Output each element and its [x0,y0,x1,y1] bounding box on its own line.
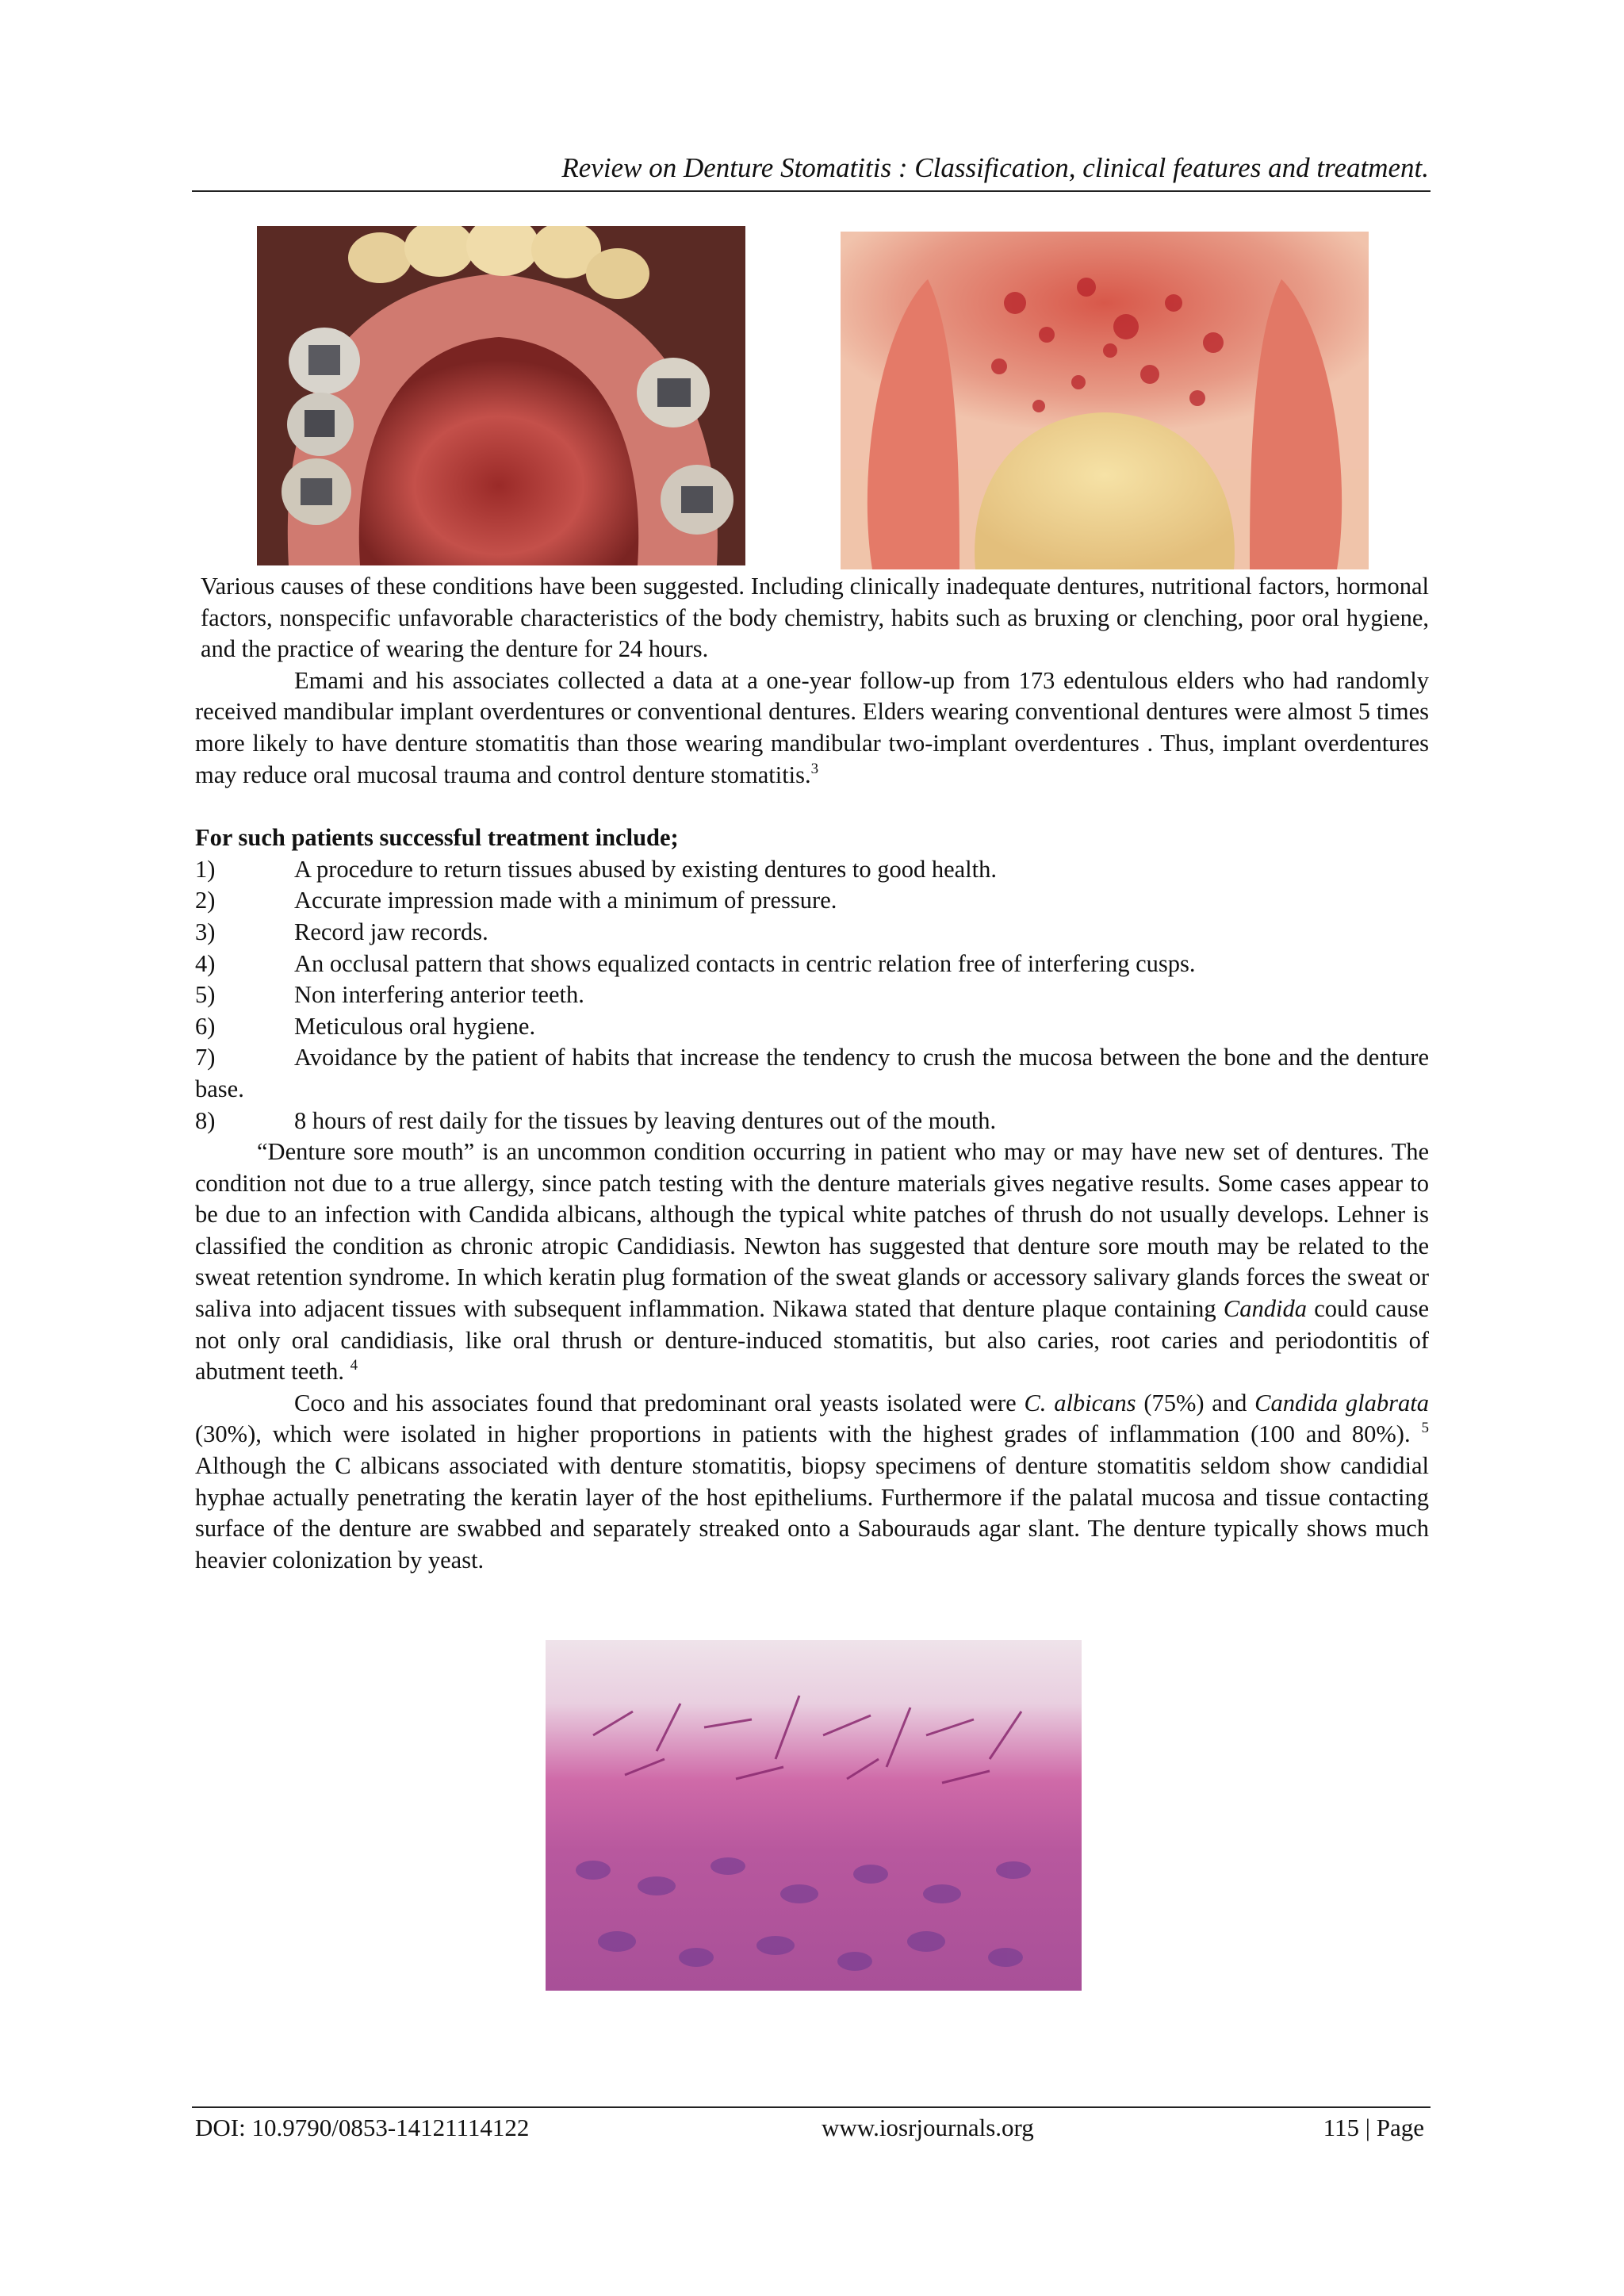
paragraph-coco [195,1388,1429,1577]
list-item [195,885,1429,917]
coco-text-a: Coco and his associates found that predominant oral yeasts isolated were [294,1389,1025,1416]
sore-mouth-text-b: could cause not only oral candidiasis, like oral thrush or denture-induced stomatitis, but also caries, root caries and periodontitis of abutment teeth. [195,1295,1429,1386]
palate-photo-2 [841,232,1369,569]
list-item [195,949,1429,980]
footer-rule [192,2106,1431,2108]
article-body [195,571,1429,1576]
footer-doi: DOI: 10.9790/0853-14121114122 [195,2114,530,2141]
list-item [195,917,1429,949]
paragraph-emami-text: Emami and his associates collected a data at a one-year follow-up from 173 edentulous elders who had randomly received mandibular implant overdentures or conventional dentures. Elders wearing conventional dentures were almost 5 times more likely to have denture stomatitis than those wearing mandibular two-implant overdentures . Thus, implant overdentures may reduce oral mucosal trauma and control denture stomatitis. [195,666,1429,788]
histology-photo [546,1640,1082,1991]
list-item-number: 6) [195,1012,216,1040]
running-header: Review on Denture Stomatitis : Classification, clinical features and treatment. [561,152,1429,183]
list-item-number: 1) [195,855,216,883]
list-item-text: Accurate impression made with a minimum of pressure. [294,887,837,914]
list-item [195,979,1429,1011]
list-item-text: An occlusal pattern that shows equalized contacts in centric relation free of interfering cusps. [294,949,1196,977]
paragraph-sore-mouth [195,1137,1429,1388]
coco-text-d: Although the C albicans associated with denture stomatitis, biopsy specimens of denture stomatitis seldom show candidial hyphae actually penetrating the keratin layer of the host epitheliums. Furthermore if the palatal mucosa and tissue contacting surface of the denture are swabbed and separately streaked onto a Sabourauds agar slant. The denture typically shows much heavier colonization by yeast. [195,1452,1429,1573]
treatment-heading: For such patients successful treatment include; [195,824,679,852]
treatment-list [195,854,1429,1137]
list-item-number: 2) [195,887,216,914]
list-item [195,1011,1429,1043]
list-item [195,1106,1429,1137]
citation-ref: 5 [1421,1420,1429,1437]
paragraph-emami [195,665,1429,791]
paragraph-causes: Various causes of these conditions have been suggested. Including clinically inadequate dentures, nutritional factors, hormonal factors, nonspecific unfavorable characteristics of the body chemistry, habits such as bruxing or clenching, poor oral hygiene, and the practice of wearing the denture for 24 hours. [201,573,1429,663]
list-item-text: A procedure to return tissues abused by existing dentures to good health. [294,855,998,883]
list-item-number: 8) [195,1106,216,1134]
palate-photo-1 [257,226,745,565]
sore-mouth-text-a: “Denture sore mouth” is an uncommon condition occurring in patient who may or may have new set of dentures. The condition not due to a true allergy, since patch testing with the denture materials gives negative results. Some cases appear to be due to an infection with Candida albicans, although the typical white patches of thrush do not usually develops. Lehner is classified the condition as chronic atropic Candidiasis. Newton has suggested that denture sore mouth may be related to the sweat retention syndrome. In which keratin plug formation of the sweat glands or accessory salivary glands forces the sweat or saliva into adjacent tissues with subsequent inflammation. Nikawa stated that denture plaque containing [195,1138,1429,1323]
header-rule [192,190,1431,192]
citation-ref: 3 [810,760,819,777]
list-item [195,854,1429,886]
citation-ref: 4 [350,1357,358,1374]
coco-text-b: (75%) and [1136,1389,1255,1416]
list-item-text: Avoidance by the patient of habits that increase the tendency to crush the mucosa between the bone and the denture base. [195,1044,1429,1102]
list-item-number: 4) [195,949,216,977]
footer-page-number: 115 | Page [1323,2114,1424,2141]
list-item-number: 5) [195,981,216,1009]
coco-text-c: (30%), which were isolated in higher proportions in patients with the highest grades of inflammation (100 and 80%). [195,1420,1422,1448]
list-item-text: Non interfering anterior teeth. [294,981,584,1009]
list-item-number: 3) [195,918,216,945]
footer-website: www.iosrjournals.org [822,2114,1034,2141]
list-item-text: 8 hours of rest daily for the tissues by leaving dentures out of the mouth. [294,1106,997,1134]
list-item-number: 7) [195,1044,216,1071]
list-item [195,1042,1429,1105]
coco-italic-1: C. albicans [1024,1389,1136,1416]
coco-italic-2: Candida glabrata [1254,1389,1430,1416]
sore-mouth-italic: Candida [1223,1295,1307,1323]
list-item-text: Meticulous oral hygiene. [294,1012,536,1040]
list-item-text: Record jaw records. [294,918,488,945]
